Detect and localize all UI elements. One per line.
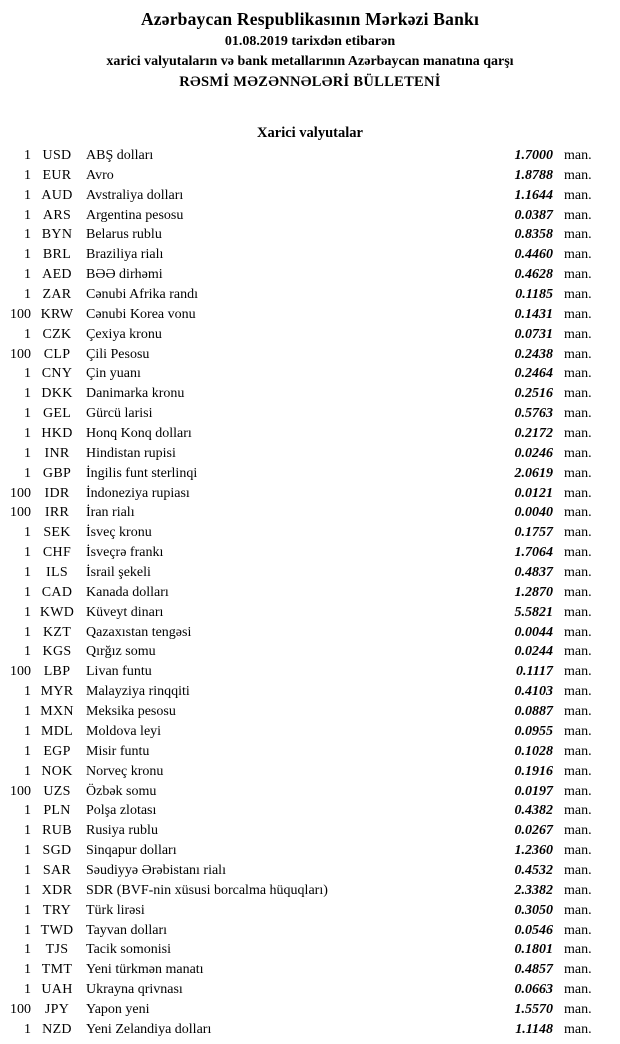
currency-quantity: 1 [24,545,31,561]
currency-quantity: 1 [24,167,31,183]
currency-unit: man. [564,565,592,581]
currency-unit: man. [564,306,592,322]
currency-rate: 0.4628 [514,267,553,283]
section-title-foreign-currencies: Xarici valyutalar [257,125,363,141]
currency-name: Küveyt dinarı [86,604,164,620]
currency-name: Malayziya rinqqiti [86,684,190,700]
currency-code: CAD [41,584,73,600]
currency-quantity: 1 [24,148,31,163]
currency-unit: man. [564,584,592,600]
currency-unit: man. [564,167,592,183]
currency-code: BYN [41,227,73,243]
currency-name: Honq Konq dolları [86,426,192,442]
currency-unit: man. [564,664,592,680]
currency-quantity: 100 [10,306,31,322]
currency-unit: man. [564,386,592,402]
currency-rate: 0.0546 [514,922,553,938]
currency-code: LBP [43,664,71,680]
currency-rate: 0.0387 [514,207,553,223]
currency-code: CHF [42,545,72,561]
currency-name: ABŞ dolları [86,148,154,163]
currency-unit: man. [564,1021,592,1037]
currency-code: NOK [41,763,73,779]
currency-rate: 0.2172 [514,426,553,442]
currency-rate: 2.3382 [514,882,553,898]
currency-code: ARS [42,207,72,223]
currency-row [0,503,596,523]
currency-name: Meksika pesosu [86,704,176,720]
currency-name: Sinqapur dolları [86,843,177,859]
currency-row [0,523,596,543]
currency-name: Avro [86,167,114,183]
currency-rate: 0.0121 [514,485,553,501]
currency-rate: 0.4532 [514,862,553,878]
currency-unit: man. [564,525,592,541]
currency-unit: man. [564,723,592,739]
currency-quantity: 1 [24,684,31,700]
currency-row [0,662,596,682]
currency-rate: 1.1148 [515,1021,553,1037]
currency-row [0,285,596,305]
currency-code: TWD [40,922,74,938]
currency-quantity: 1 [24,386,31,402]
currency-quantity: 100 [10,505,31,521]
currency-code: XDR [41,882,73,898]
currency-rate: 0.0663 [514,982,553,998]
currency-rate: 1.1644 [514,187,553,203]
currency-rate: 0.4857 [514,962,553,978]
currency-name: Polşa zlotası [86,803,157,819]
currency-quantity: 1 [24,465,31,481]
currency-rate: 0.1117 [516,664,553,680]
currency-unit: man. [564,465,592,481]
currency-quantity: 100 [10,664,31,680]
currency-name: Belarus rublu [86,227,162,243]
currency-unit: man. [564,962,592,978]
currency-code: TRY [42,902,72,918]
currency-code: TMT [41,962,73,978]
currency-rate: 0.2516 [514,386,553,402]
currency-code: MYR [40,684,74,700]
currency-quantity: 1 [24,287,31,303]
currency-name: Tacik somonisi [86,942,171,958]
currency-quantity: 100 [10,1001,31,1017]
currency-row [0,146,596,166]
currency-unit: man. [564,1001,592,1017]
currency-row [0,682,596,702]
currency-row [0,404,596,424]
currency-rate: 0.0731 [514,326,553,342]
currency-unit: man. [564,803,592,819]
currency-name: Moldova leyi [86,723,162,739]
currency-quantity: 100 [10,783,31,799]
currency-row [0,841,596,861]
currency-name: Danimarka kronu [86,386,185,402]
currency-code: KGS [42,644,72,660]
currency-code: GEL [42,406,72,422]
currency-code: KRW [40,306,74,322]
currency-code: EUR [42,167,72,183]
currency-unit: man. [564,922,592,938]
currency-code: AUD [41,187,73,203]
currency-quantity: 1 [24,704,31,720]
currency-unit: man. [564,704,592,720]
currency-name: Türk lirəsi [86,902,145,918]
currency-unit: man. [564,148,592,163]
currency-rate: 0.0197 [514,783,553,799]
bulletin-header [0,6,620,92]
currency-rate: 0.5763 [514,406,553,422]
currency-row [0,603,596,623]
currency-code: CNY [41,366,73,382]
currency-unit: man. [564,882,592,898]
currency-row [0,742,596,762]
currency-name: İndoneziya rupiası [86,485,190,501]
currency-row [0,881,596,901]
currency-quantity: 1 [24,207,31,223]
currency-code: USD [42,148,72,163]
currency-quantity: 1 [24,823,31,839]
currency-quantity: 1 [24,743,31,759]
currency-code: MDL [40,723,73,739]
currency-row [0,543,596,563]
currency-quantity: 1 [24,366,31,382]
currency-rate: 0.4837 [514,565,553,581]
currency-rate: 0.0040 [514,505,553,521]
currency-rate: 0.0244 [514,644,553,660]
currency-row [0,464,596,484]
currency-code: IDR [44,485,70,501]
currency-name: Ukrayna qrivnası [86,982,183,998]
currency-name: İsveçrə frankı [86,545,164,561]
currency-unit: man. [564,763,592,779]
currency-rate: 0.4460 [514,247,553,263]
currency-quantity: 1 [24,565,31,581]
currency-row [0,861,596,881]
currency-quantity: 1 [24,267,31,283]
currency-quantity: 1 [24,525,31,541]
currency-code: CZK [42,326,72,342]
currency-unit: man. [564,783,592,799]
currency-name: İran rialı [86,505,135,521]
currency-name: Avstraliya dolları [86,187,184,203]
currency-name: Cənubi Afrika randı [86,287,198,303]
currency-name: Tayvan dolları [86,922,168,938]
currency-name: Hindistan rupisi [86,445,176,461]
currency-rate: 1.7064 [514,545,553,561]
currency-name: İsrail şekeli [86,565,151,581]
currency-name: Gürcü larisi [86,406,153,422]
currency-row [0,801,596,821]
currency-row [0,166,596,186]
currency-name: Çili Pesosu [86,346,150,362]
currency-rate: 0.1028 [514,743,553,759]
currency-row [0,305,596,325]
currency-row [0,424,596,444]
currency-code: SAR [42,862,72,878]
currency-row [0,384,596,404]
currency-code: PLN [43,803,71,819]
currency-row [0,325,596,345]
currency-unit: man. [564,485,592,501]
currency-row [0,444,596,464]
currency-row [0,702,596,722]
currency-rate: 0.1757 [514,525,553,541]
currency-row [0,245,596,265]
currency-row [0,364,596,384]
currency-row [0,345,596,365]
currency-row [0,1000,596,1020]
currency-code: HKD [41,426,73,442]
currency-quantity: 1 [24,942,31,958]
currency-row [0,563,596,583]
currency-rate: 5.5821 [514,604,553,620]
currency-name: Cənubi Korea vonu [86,306,196,322]
currency-unit: man. [564,644,592,660]
currency-row [0,225,596,245]
currency-unit: man. [564,346,592,362]
currency-code: INR [44,445,70,461]
currency-quantity: 1 [24,862,31,878]
currency-code: AED [42,267,72,283]
currency-unit: man. [564,426,592,442]
currency-row [0,821,596,841]
currency-quantity: 1 [24,604,31,620]
currency-name: Özbək somu [86,783,157,799]
currency-code: MXN [40,704,74,720]
currency-name: Kanada dolları [86,584,169,600]
currency-row [0,940,596,960]
currency-unit: man. [564,207,592,223]
currency-unit: man. [564,982,592,998]
currency-rate: 1.5570 [514,1001,553,1017]
currency-rate: 0.0887 [514,704,553,720]
bank-title: Azərbaycan Respublikasının Mərkəzi Bankı [140,9,480,29]
currency-rate: 0.1916 [514,763,553,779]
currency-unit: man. [564,287,592,303]
currency-code: JPY [44,1001,70,1017]
currency-code: KZT [42,624,72,640]
currency-unit: man. [564,902,592,918]
currency-name: Yeni Zelandiya dolları [86,1021,212,1037]
currency-name: Braziliya rialı [86,247,164,263]
currency-name: Çin yuanı [86,366,141,382]
currency-unit: man. [564,684,592,700]
currency-quantity: 100 [10,485,31,501]
currency-name: Norveç kronu [86,763,164,779]
currency-unit: man. [564,743,592,759]
currency-quantity: 1 [24,326,31,342]
currency-name: İngilis funt sterlinqi [86,465,198,481]
currency-code: NZD [42,1021,72,1037]
currency-rate: 1.8788 [514,167,553,183]
currency-name: Səudiyyə Ərəbistanı rialı [86,862,226,878]
currency-quantity: 1 [24,406,31,422]
currency-unit: man. [564,366,592,382]
currency-code: ILS [46,565,68,581]
currency-name: Yapon yeni [86,1001,150,1017]
currency-code: IRR [44,505,70,521]
currency-rate: 0.1185 [515,287,553,303]
currency-row [0,960,596,980]
currency-unit: man. [564,445,592,461]
currency-unit: man. [564,267,592,283]
currency-unit: man. [564,247,592,263]
currency-unit: man. [564,187,592,203]
currency-unit: man. [564,505,592,521]
currency-quantity: 1 [24,843,31,859]
currency-rate: 0.0044 [514,624,553,640]
currency-row [0,623,596,643]
currency-name: Argentina pesosu [86,207,184,223]
currency-row [0,921,596,941]
currency-row [0,1020,596,1040]
currency-name: BƏƏ dirhəmi [86,267,163,283]
currency-row [0,186,596,206]
currency-name: Qırğız somu [86,644,156,660]
currency-quantity: 1 [24,1021,31,1037]
currency-row [0,762,596,782]
currency-name: İsveç kronu [86,525,152,541]
currency-quantity: 1 [24,763,31,779]
currency-quantity: 100 [10,346,31,362]
currency-quantity: 1 [24,803,31,819]
currency-rate: 0.4382 [514,803,553,819]
currency-name: Misir funtu [86,743,150,759]
currency-row [0,206,596,226]
currency-code: UZS [43,783,71,799]
currency-code: DKK [41,386,73,402]
currency-quantity: 1 [24,624,31,640]
currency-name: SDR (BVF-nin xüsusi borcalma hüquqları) [86,882,328,898]
currency-code: SGD [42,843,72,859]
currency-rate: 0.1801 [514,942,553,958]
currency-name: Qazaxıstan tengəsi [86,624,192,640]
currency-code: SEK [43,525,71,541]
currency-code: GBP [42,465,72,481]
currency-rate: 1.7000 [514,148,553,163]
bulletin-title: RƏSMİ MƏZƏNNƏLƏRİ BÜLLETENİ [179,74,441,90]
currency-rate: 1.2360 [514,843,553,859]
currency-code: ZAR [42,287,72,303]
effective-date-line: 01.08.2019 tarixdən etibarən [224,34,396,49]
currency-row [0,484,596,504]
currency-unit: man. [564,326,592,342]
currency-code: KWD [39,604,75,620]
currency-code: BRL [42,247,72,263]
currency-rate: 0.0246 [514,445,553,461]
currency-unit: man. [564,227,592,243]
currency-unit: man. [564,624,592,640]
currency-rate: 0.3050 [514,902,553,918]
currency-quantity: 1 [24,882,31,898]
currency-rate: 0.1431 [514,306,553,322]
currency-name: Livan funtu [86,664,152,680]
currency-rate: 0.2464 [514,366,553,382]
currency-rate: 0.0267 [514,823,553,839]
currency-rate: 0.2438 [514,346,553,362]
currency-name: Rusiya rublu [86,823,158,839]
currency-unit: man. [564,942,592,958]
currency-unit: man. [564,406,592,422]
currency-row [0,901,596,921]
currency-rate: 0.8358 [514,227,553,243]
currency-row [0,782,596,802]
currency-code: TJS [45,942,69,958]
currency-quantity: 1 [24,982,31,998]
currency-row [0,642,596,662]
currency-code: EGP [43,743,71,759]
currency-name: Yeni türkmən manatı [86,962,204,978]
currency-unit: man. [564,843,592,859]
currency-quantity: 1 [24,902,31,918]
subject-line: xarici valyutaların və bank metallarının Azərbaycan manatına qarşı [106,54,514,69]
currency-row [0,722,596,742]
currency-quantity: 1 [24,584,31,600]
currency-rate: 0.4103 [514,684,553,700]
currency-code: CLP [43,346,71,362]
currency-quantity: 1 [24,723,31,739]
currency-row [0,980,596,1000]
currency-row [0,265,596,285]
currency-quantity: 1 [24,644,31,660]
currency-name: Çexiya kronu [86,326,162,342]
currency-quantity: 1 [24,227,31,243]
currency-unit: man. [564,862,592,878]
currency-rate: 0.0955 [514,723,553,739]
currency-quantity: 1 [24,962,31,978]
currency-row [0,583,596,603]
currency-quantity: 1 [24,426,31,442]
currency-rate: 1.2870 [514,584,553,600]
currency-rates-table [0,146,620,1040]
currency-unit: man. [564,823,592,839]
currency-quantity: 1 [24,445,31,461]
currency-code: UAH [41,982,73,998]
currency-unit: man. [564,545,592,561]
currency-quantity: 1 [24,922,31,938]
currency-unit: man. [564,604,592,620]
currency-quantity: 1 [24,187,31,203]
currency-code: RUB [42,823,72,839]
currency-quantity: 1 [24,247,31,263]
currency-rate: 2.0619 [514,465,553,481]
